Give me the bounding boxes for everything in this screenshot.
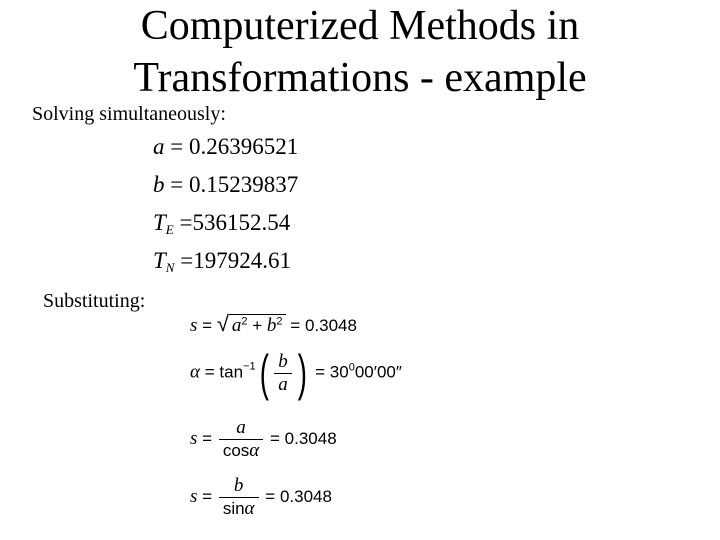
denominator xyxy=(219,498,259,520)
var-s: s xyxy=(190,315,198,336)
title-line-1: Computerized Methods in xyxy=(140,3,580,49)
value-a: 0.26396521 xyxy=(188,134,299,159)
var-b: b xyxy=(153,172,165,197)
paren-close: ) xyxy=(297,345,307,401)
equals: = xyxy=(170,172,184,197)
result: 0.3048 xyxy=(304,316,357,335)
equation-a xyxy=(153,134,298,160)
denominator xyxy=(219,440,263,462)
func-sin: sin xyxy=(222,499,245,518)
func-tan: tan xyxy=(219,362,244,382)
var-alpha: α xyxy=(249,440,260,461)
fraction xyxy=(219,475,259,520)
var-a: a xyxy=(153,134,165,159)
paren-open: ( xyxy=(259,345,269,401)
sqrt-icon: √ xyxy=(216,311,229,336)
equals: = xyxy=(290,316,301,335)
equals: = xyxy=(180,248,194,273)
equation-b xyxy=(153,172,298,198)
equation-alpha xyxy=(190,345,402,401)
numerator: b xyxy=(274,351,292,374)
exp: 2 xyxy=(276,315,283,328)
var-a: a xyxy=(231,315,242,336)
result-degrees: 30 xyxy=(329,362,349,382)
equation-tn xyxy=(153,248,291,276)
solving-label: Solving simultaneously: xyxy=(32,103,226,125)
numerator: a xyxy=(219,417,263,440)
func-cos: cos xyxy=(222,441,250,460)
var-t: T xyxy=(153,210,166,235)
equation-te xyxy=(153,210,290,238)
result: 0.3048 xyxy=(284,428,337,448)
sub-n: N xyxy=(165,260,175,275)
substituting-label: Substituting: xyxy=(43,290,146,312)
value-tn: 197924.61 xyxy=(193,248,291,273)
var-b: b xyxy=(266,315,277,336)
var-t: T xyxy=(153,248,166,273)
equals: = xyxy=(270,428,280,448)
equals: = xyxy=(179,210,193,235)
sqrt xyxy=(217,311,286,337)
title-line-2: Transformations - example xyxy=(133,55,587,101)
var-alpha: α xyxy=(190,361,200,383)
equals: = xyxy=(202,316,213,335)
equation-s-sin xyxy=(190,475,332,520)
plus: + xyxy=(252,316,263,335)
degree-mark: 0 xyxy=(348,361,355,374)
fraction xyxy=(274,351,292,396)
equals: = xyxy=(202,486,213,506)
numerator: b xyxy=(219,475,259,498)
var-alpha: α xyxy=(244,498,255,519)
equation-s-sqrt xyxy=(190,311,357,337)
denominator: a xyxy=(278,373,288,395)
equation-s-cos xyxy=(190,417,337,462)
var-s: s xyxy=(190,427,198,449)
fraction xyxy=(219,417,263,462)
equals: = xyxy=(170,134,184,159)
value-b: 0.15239837 xyxy=(188,172,299,197)
equals: = xyxy=(265,486,276,506)
radicand xyxy=(229,314,286,337)
result: 0.3048 xyxy=(279,486,332,506)
page-title xyxy=(0,0,720,104)
result-min-sec: 00′00″ xyxy=(354,362,402,382)
equals: = xyxy=(204,362,215,382)
var-s: s xyxy=(190,485,198,507)
exp: 2 xyxy=(241,315,248,328)
value-te: 536152.54 xyxy=(192,210,291,235)
sub-e: E xyxy=(165,222,174,237)
equals: = xyxy=(202,428,213,448)
inverse: −1 xyxy=(243,360,256,373)
equals: = xyxy=(315,362,326,382)
